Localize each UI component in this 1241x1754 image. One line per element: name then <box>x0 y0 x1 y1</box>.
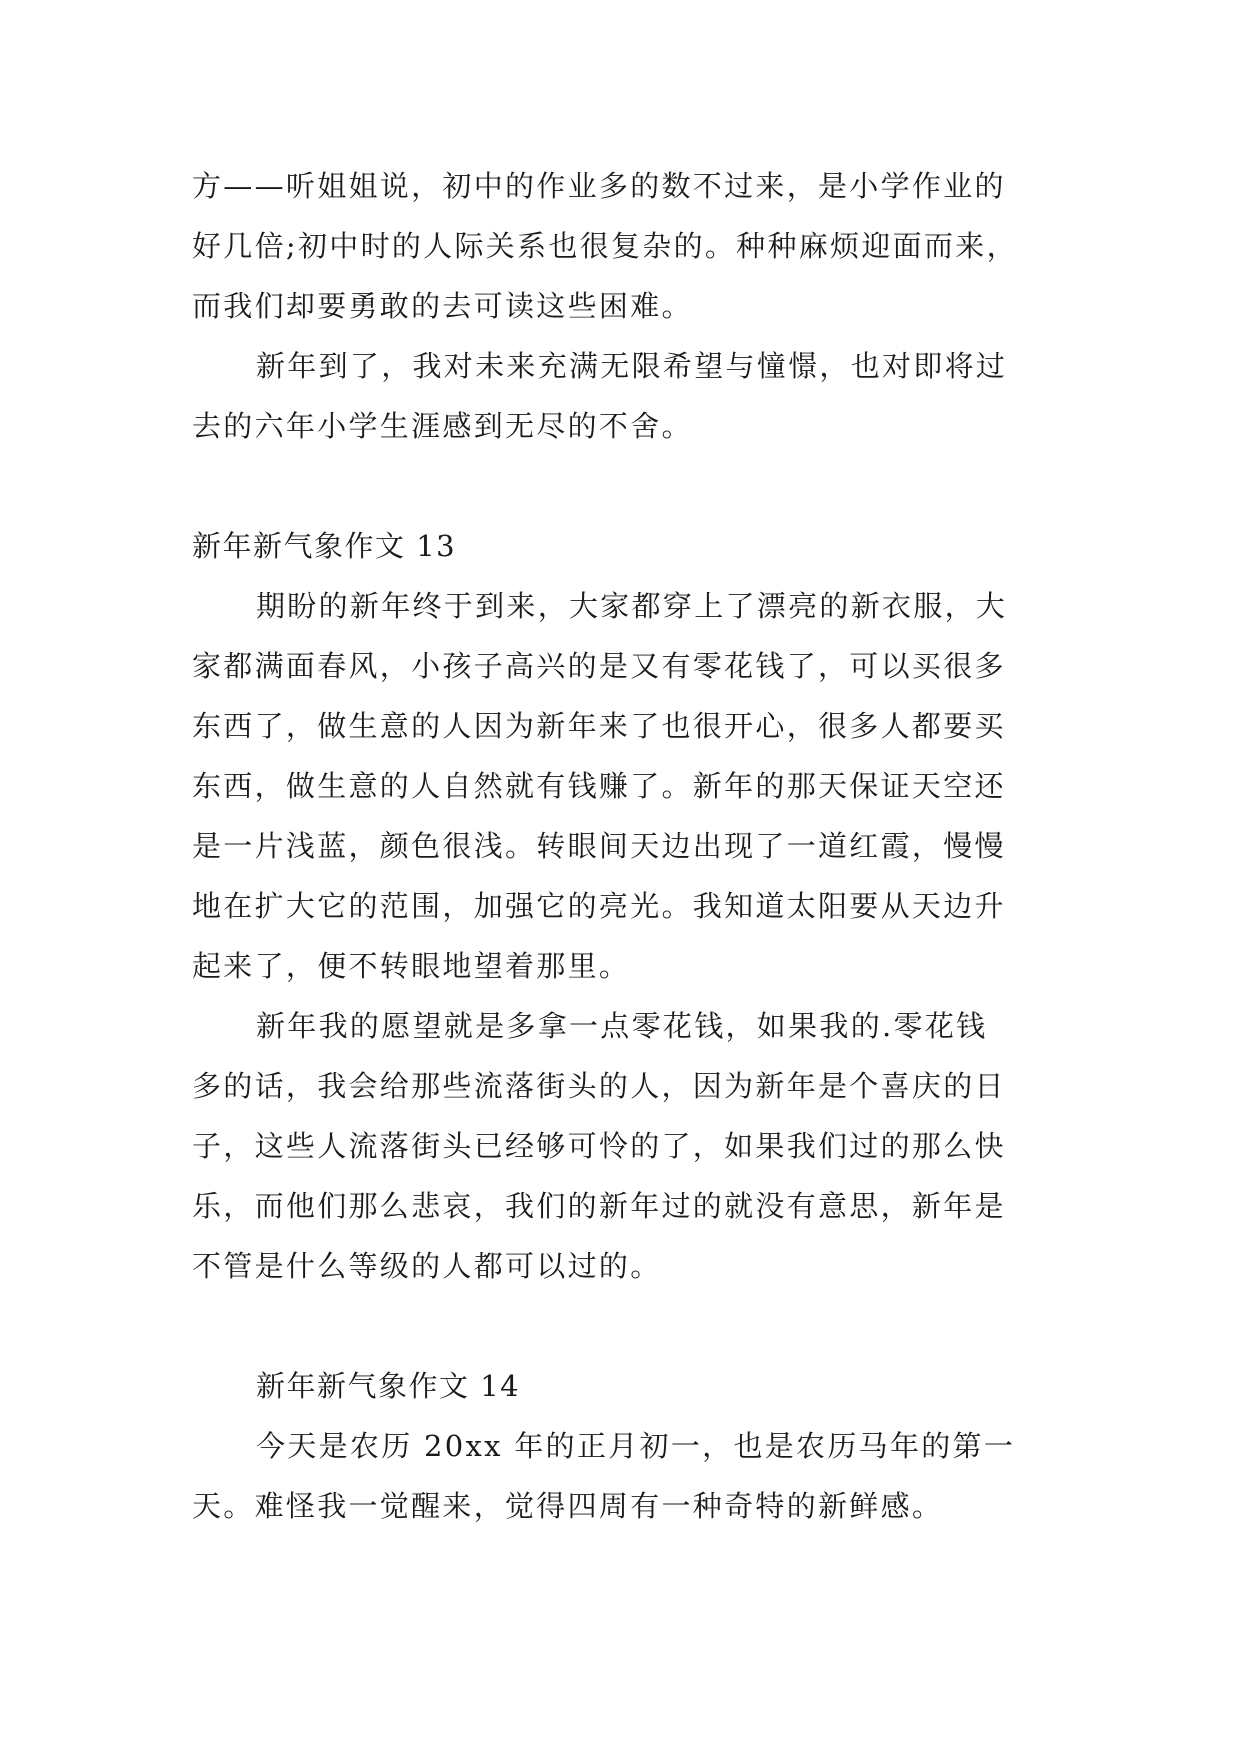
paragraph-first-line: 新年到了，我对未来充满无限希望与憧憬，也对即将过 <box>256 349 1008 383</box>
paragraph-line: 乐，而他们那么悲哀，我们的新年过的就没有意思，新年是 <box>192 1189 1006 1223</box>
paragraph-first-line: 新年我的愿望就是多拿一点零花钱，如果我的.零花钱 <box>256 1009 988 1043</box>
paragraph-line: 天。难怪我一觉醒来，觉得四周有一种奇特的新鲜感。 <box>192 1489 944 1523</box>
paragraph-line: 家都满面春风，小孩子高兴的是又有零花钱了，可以买很多 <box>192 649 1006 683</box>
section-heading: 新年新气象作文 14 <box>256 1369 521 1403</box>
paragraph-first-line: 今天是农历 20xx 年的正月初一，也是农历马年的第一 <box>256 1429 1016 1463</box>
paragraph-line: 好几倍;初中时的人际关系也很复杂的。种种麻烦迎面而来， <box>192 229 1018 263</box>
paragraph-line: 东西了，做生意的人因为新年来了也很开心，很多人都要买 <box>192 709 1006 743</box>
paragraph-first-line: 期盼的新年终于到来，大家都穿上了漂亮的新衣服，大 <box>256 589 1008 623</box>
paragraph-line: 起来了，便不转眼地望着那里。 <box>192 949 631 983</box>
paragraph-line: 去的六年小学生涯感到无尽的不舍。 <box>192 409 693 443</box>
paragraph-line: 方——听姐姐说，初中的作业多的数不过来，是小学作业的 <box>192 169 1006 203</box>
paragraph-line: 地在扩大它的范围，加强它的亮光。我知道太阳要从天边升 <box>192 889 1006 923</box>
paragraph-line: 东西，做生意的人自然就有钱赚了。新年的那天保证天空还 <box>192 769 1006 803</box>
paragraph-line: 多的话，我会给那些流落街头的人，因为新年是个喜庆的日 <box>192 1069 1006 1103</box>
paragraph-line: 而我们却要勇敢的去可读这些困难。 <box>192 289 693 323</box>
section-heading: 新年新气象作文 13 <box>192 529 457 563</box>
paragraph-line: 不管是什么等级的人都可以过的。 <box>192 1249 662 1283</box>
paragraph-line: 是一片浅蓝，颜色很浅。转眼间天边出现了一道红霞，慢慢 <box>192 829 1006 863</box>
paragraph-line: 子，这些人流落街头已经够可怜的了，如果我们过的那么快 <box>192 1129 1006 1163</box>
